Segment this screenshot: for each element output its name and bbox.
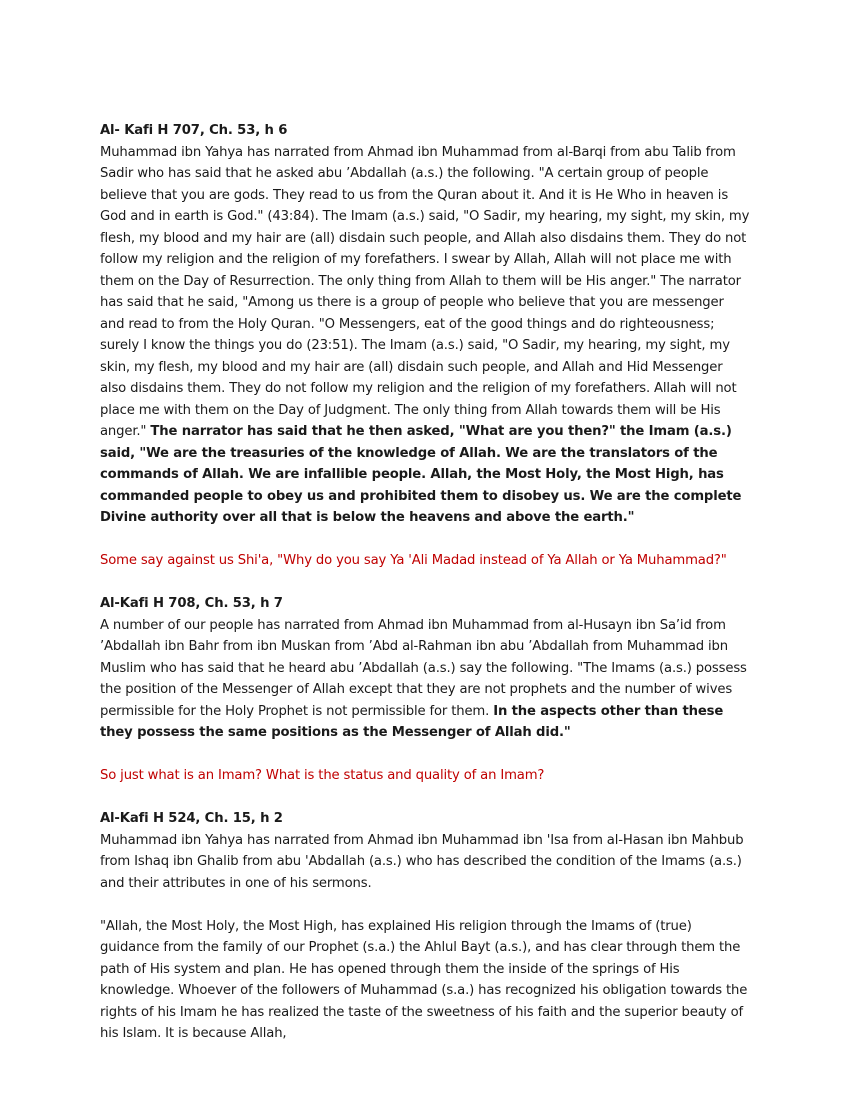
hadith-708-emphasis: In the aspects other than these they possess the same positions as the Messenger of Allah did." (100, 703, 724, 740)
commentary-note-2: So just what is an Imam? What is the status and quality of an Imam? (100, 768, 545, 783)
hadith-708-text: A number of our people has narrated from Ahmad ibn Muhammad from al-Husayn ibn Sa’id from ’Abdallah ibn Bahr from ibn Muskan from ’Abd al-Rahman ibn abu ’Abdallah from Muhammad ibn Muslim who has said that he heard abu ’Abdallah (a.s.) say the following. "The Imams (a.s.) possess the position of the Messenger of Allah except that they are not prophets and the number of wives permissible for the Holy Prophet is not permissible for them. (100, 617, 747, 719)
hadith-524-quote: "Allah, the Most Holy, the Most High, has explained His religion through the Imams of (true) guidance from the family of our Prophet (s.a.) the Ahlul Bayt (a.s.), and has clear through them the path of His system and plan. He has opened through them the inside of the springs of His knowledge. Whoever of the followers of Muhammad (s.a.) has recognized his obligation towards the rights of his Imam he has realized the taste of the sweetness of his faith and the superior beauty of his Islam. It is because Allah, (100, 918, 748, 1041)
hadith-708-heading: Al-Kafi H 708, Ch. 53, h 7 (100, 596, 283, 611)
hadith-707-text: Muhammad ibn Yahya has narrated from Ahmad ibn Muhammad from al-Barqi from abu Talib from Sadir who has said that he asked abu ’Abdallah (a.s.) the following. "A certain group of people believe that you are gods. They read to us from the Quran about it. And it is He Who in heaven is God and in earth is God." (43:84). The Imam (a.s.) said, "O Sadir, my hearing, my sight, my skin, my flesh, my blood and my hair are (all) disdain such people, and Allah also disdains them. They do not follow my religion and the religion of my forefathers. I swear by Allah, Allah will not place me with them on the Day of Resurrection. The only thing from Allah to them will be His anger." The narrator has said that he said, "Among us there is a group of people who believe that you are messenger and read to from the Holy Quran. "O Messengers, eat of the good things and do righteousness; surely I know the things you do (23:51). The Imam (a.s.) said, "O Sadir, my hearing, my sight, my skin, my flesh, my blood and my hair are (all) disdain such people, and Allah and Hid Messenger also disdains them. They do not follow my religion and the religion of my forefathers. Allah will not place me with them on the Day of Judgment. The only thing from Allah towards them will be His anger." (100, 144, 750, 439)
hadith-524-heading: Al-Kafi H 524, Ch. 15, h 2 (100, 811, 283, 826)
hadith-524-body: Muhammad ibn Yahya has narrated from Ahmad ibn Muhammad ibn 'Isa from al-Hasan ibn Mahbub from Ishaq ibn Ghalib from abu 'Abdallah (a.s.) who has described the condition of the Imams (a.s.) and their attributes in one of his sermons. (100, 832, 744, 891)
hadith-524 (100, 808, 750, 894)
hadith-708-body (100, 615, 750, 744)
hadith-707-heading: Al- Kafi H 707, Ch. 53, h 6 (100, 123, 288, 138)
hadith-707 (100, 120, 750, 529)
commentary-note-1: Some say against us Shi'a, "Why do you say Ya 'Ali Madad instead of Ya Allah or Ya Muhammad?" (100, 553, 727, 568)
hadith-708 (100, 593, 750, 744)
hadith-707-emphasis: The narrator has said that he then asked, "What are you then?" the Imam (a.s.) said, "We are the treasuries of the knowledge of Allah. We are the translators of the commands of Allah. We are infallible people. Allah, the Most Holy, the Most High, has commanded people to obey us and prohibited them to disobey us. We are the complete Divine authority over all that is below the heavens and above the earth." (100, 424, 742, 525)
hadith-707-body (100, 142, 750, 529)
